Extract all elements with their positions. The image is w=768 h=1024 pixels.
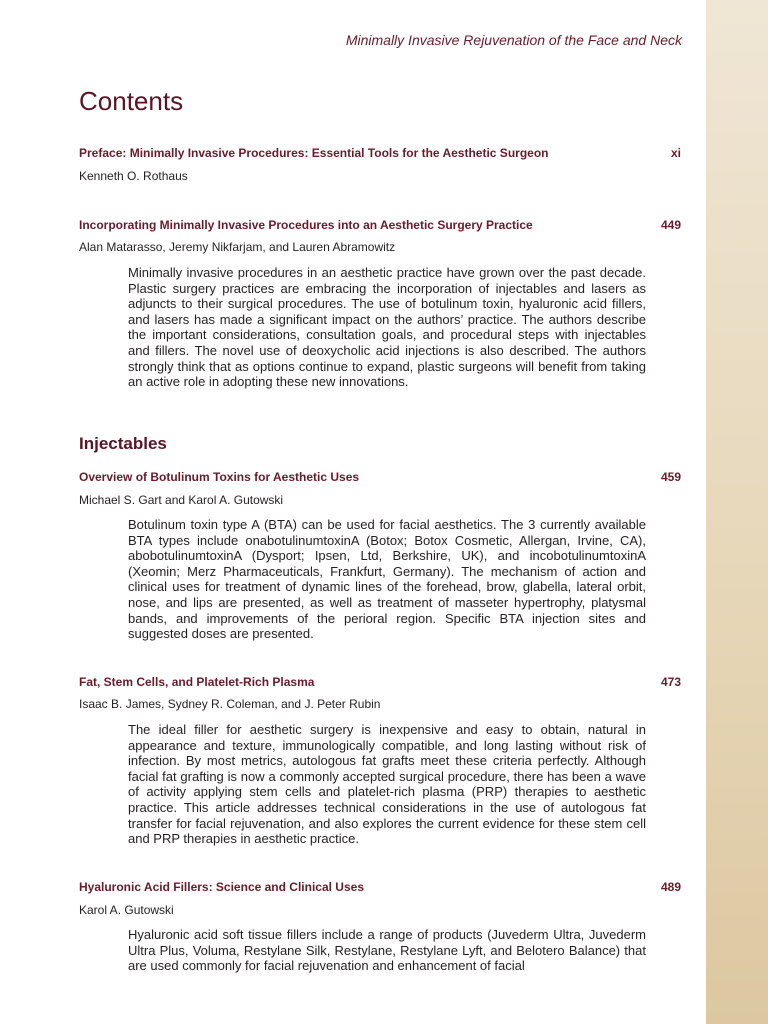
toc-entry-fat-stem-cells[interactable] bbox=[79, 675, 681, 690]
toc-entry-preface[interactable] bbox=[79, 146, 681, 161]
page-number: 489 bbox=[660, 880, 681, 894]
side-color-band bbox=[706, 0, 768, 1024]
entry-abstract: The ideal filler for aesthetic surgery is inexpensive and easy to obtain, natural in appearance and texture, immunologically compatible, and long lasting without risk of infection. By most metrics, autologous fat grafts meet these criteria perfectly. Although facial fat grafting is now a commonly accepted surgical procedure, there has been a wave of activity applying stem cells and platelet-rich plasma (PRP) therapies to aesthetic practice. This article addresses technical considerations in the use of autologous fat transfer for facial rejuvenation, and also explores the current evidence for these stem cell and PRP therapies in aesthetic practice. bbox=[128, 722, 646, 847]
page-number: 449 bbox=[660, 218, 681, 232]
entry-authors: Isaac B. James, Sydney R. Coleman, and J. Peter Rubin bbox=[79, 697, 381, 711]
toc-entry-hyaluronic[interactable] bbox=[79, 880, 681, 895]
entry-title-text: Overview of Botulinum Toxins for Aesthetic Uses bbox=[79, 470, 360, 484]
entry-authors: Alan Matarasso, Jeremy Nikfarjam, and Lauren Abramowitz bbox=[79, 240, 396, 254]
page-number: 459 bbox=[660, 470, 681, 484]
entry-title-text: Preface: Minimally Invasive Procedures: Essential Tools for the Aesthetic Surgeon bbox=[79, 146, 549, 160]
entry-title-text: Fat, Stem Cells, and Platelet-Rich Plasma bbox=[79, 675, 315, 689]
entry-title-text: Incorporating Minimally Invasive Procedures into an Aesthetic Surgery Practice bbox=[79, 218, 533, 232]
running-head: Minimally Invasive Rejuvenation of the Face and Neck bbox=[345, 32, 682, 48]
entry-abstract: Minimally invasive procedures in an aesthetic practice have grown over the past decade. Plastic surgery practices are embracing the incorporation of injectables and lasers as adjuncts to their surgical procedures. The use of botulinum toxin, hyaluronic acid fillers, and lasers has made a significant impact on the authors’ practice. The authors describe the important considerations, consultation goals, and procedural steps with injectables and fillers. The novel use of deoxycholic acid injections is also described. The authors strongly think that as options continue to expand, plastic surgeons will benefit from taking an active role in adopting these new innovations. bbox=[128, 265, 646, 390]
entry-authors: Karol A. Gutowski bbox=[79, 903, 174, 917]
page-number: xi bbox=[670, 146, 681, 160]
section-heading-injectables: Injectables bbox=[79, 434, 167, 453]
entry-authors: Michael S. Gart and Karol A. Gutowski bbox=[79, 493, 284, 507]
entry-authors: Kenneth O. Rothaus bbox=[79, 169, 188, 183]
page-title: Contents bbox=[79, 86, 184, 116]
entry-abstract: Botulinum toxin type A (BTA) can be used for facial aesthetics. The 3 currently available BTA types include onabotulinumtoxinA (Botox; Botox Cosmetic, Allergan, Irvine, CA), abobotulinumtoxinA (Dysport; Ipsen, Ltd, Berkshire, UK), and incobotulinumtoxinA (Xeomin; Merz Pharmaceuticals, Frankfurt, Germany). The mechanism of action and clinical uses for treatment of dynamic lines of the forehead, brow, glabella, lateral orbit, nose, and lips are presented, as well as treatment of masseter hypertrophy, platysmal bands, and improvements of the perioral region. Specific BTA injection sites and suggested doses are presented. bbox=[128, 517, 646, 642]
entry-abstract: Hyaluronic acid soft tissue fillers include a range of products (Juvederm Ultra, Juvederm Ultra Plus, Voluma, Restylane Silk, Restylane, Restylane Lyft, and Belotero Balance) that are used commonly for facial rejuvenation and enhancement of facial bbox=[128, 927, 646, 974]
entry-title-text: Hyaluronic Acid Fillers: Science and Clinical Uses bbox=[79, 880, 364, 894]
page-number: 473 bbox=[660, 675, 681, 689]
toc-entry-botulinum[interactable] bbox=[79, 470, 681, 485]
toc-entry-incorporating[interactable] bbox=[79, 218, 681, 233]
